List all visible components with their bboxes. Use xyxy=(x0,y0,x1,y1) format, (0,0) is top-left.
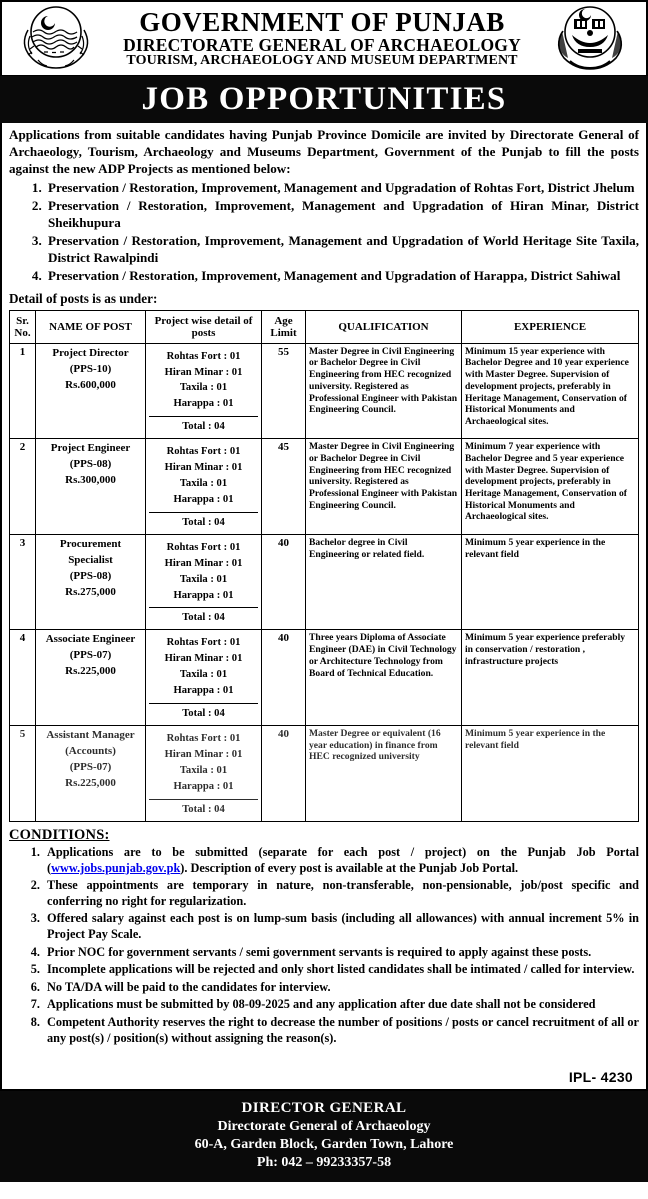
project-count: Rohtas Fort : 01 xyxy=(166,541,241,553)
header-experience: EXPERIENCE xyxy=(462,310,639,343)
project-item: 3. Preservation / Restoration, Improvement, Management and Upgradation of World Heritage Site Taxila, District Rawalpindi xyxy=(45,232,639,266)
table-row xyxy=(10,343,639,439)
cell-sr-no: 4 xyxy=(10,630,36,726)
conditions-title: CONDITIONS: xyxy=(9,826,110,843)
punjab-government-emblem-icon xyxy=(8,2,104,75)
cell-project-detail xyxy=(146,534,262,630)
project-count: Hiran Minar : 01 xyxy=(164,462,243,474)
cell-experience: Minimum 5 year experience preferably in conservation / restoration , infrastructure projects xyxy=(462,630,639,726)
cell-qualification: Master Degree in Civil Engineering or Bachelor Degree in Civil Engineering from HEC recognized university. Registered as Professional Engineer with Pakistan Engineering Council. xyxy=(306,439,462,535)
header-qualification: QUALIFICATION xyxy=(306,310,462,343)
org-title-directorate: DIRECTORATE GENERAL OF ARCHAEOLOGY xyxy=(123,35,521,56)
punjab-job-portal-link[interactable]: www.jobs.punjab.gov.pk xyxy=(51,860,181,875)
masthead xyxy=(0,0,648,76)
table-row xyxy=(10,630,639,726)
project-item: 4. Preservation / Restoration, Improvement, Management and Upgradation of Harappa, District Sahiwal xyxy=(45,267,639,284)
project-count: Harappa : 01 xyxy=(173,780,234,792)
condition-item: 5. Incomplete applications will be rejected and only short listed candidates shall be intimated / called for interview. xyxy=(43,962,639,978)
project-item: 1. Preservation / Restoration, Improvement, Management and Upgradation of Rohtas Fort, District Jhelum xyxy=(45,179,639,196)
project-count: Hiran Minar : 01 xyxy=(164,557,243,569)
header-age-limit: Age Limit xyxy=(262,310,306,343)
cell-project-detail xyxy=(146,725,262,821)
content-box xyxy=(0,123,648,1091)
condition-item: 8. Competent Authority reserves the right to decrease the number of positions / posts or cancel recruitment of all or any post(s) / position(s) without assigning the reason(s). xyxy=(43,1015,639,1047)
table-row xyxy=(10,725,639,821)
cell-qualification: Bachelor degree in Civil Engineering or related field. xyxy=(306,534,462,630)
org-title-government: GOVERNMENT OF PUNJAB xyxy=(139,7,505,38)
cell-project-detail xyxy=(146,343,262,439)
cell-age-limit: 40 xyxy=(262,534,306,630)
cell-sr-no: 5 xyxy=(10,725,36,821)
condition-item: 7. Applications must be submitted by 08-09-2025 and any application after due date shall not be considered xyxy=(43,997,639,1013)
project-count: Hiran Minar : 01 xyxy=(164,748,243,760)
conditions-list xyxy=(9,845,639,1047)
table-header-row xyxy=(10,310,639,343)
header-sr-no: Sr. No. xyxy=(10,310,36,343)
cell-post-name: Assistant Manager (Accounts) (PPS-07) Rs.225,000 xyxy=(36,725,146,821)
footer-address: 60-A, Garden Block, Garden Town, Lahore xyxy=(194,1136,454,1152)
header-project-wise-detail: Project wise detail of posts xyxy=(146,310,262,343)
reference-number: IPL- 4230 xyxy=(568,1068,633,1085)
cell-post-name: Project Director (PPS-10) Rs.600,000 xyxy=(36,343,146,439)
project-count: Harappa : 01 xyxy=(173,493,234,505)
cell-experience: Minimum 5 year experience in the relevant field xyxy=(462,534,639,630)
footer-designation: DIRECTOR GENERAL xyxy=(241,1099,407,1116)
project-count: Taxila : 01 xyxy=(179,764,228,776)
cell-age-limit: 40 xyxy=(262,725,306,821)
project-count: Harappa : 01 xyxy=(173,685,234,697)
project-count: Taxila : 01 xyxy=(179,573,228,585)
cell-qualification: Three years Diploma of Associate Engineer (DAE) in Civil Technology or Architecture Technology from Board of Technical Education. xyxy=(306,630,462,726)
cell-age-limit: 40 xyxy=(262,630,306,726)
condition-item: 4. Prior NOC for government servants / semi government servants is required to apply against these posts. xyxy=(43,945,639,961)
project-count: Taxila : 01 xyxy=(179,382,228,394)
cell-experience: Minimum 5 year experience in the relevant field xyxy=(462,725,639,821)
project-count: Hiran Minar : 01 xyxy=(164,366,243,378)
project-count: Taxila : 01 xyxy=(179,669,228,681)
project-count: Rohtas Fort : 01 xyxy=(166,350,241,362)
cell-post-name: Associate Engineer (PPS-07) Rs.225,000 xyxy=(36,630,146,726)
cell-sr-no: 1 xyxy=(10,343,36,439)
cell-sr-no: 2 xyxy=(10,439,36,535)
cell-age-limit: 55 xyxy=(262,343,306,439)
cell-project-detail xyxy=(146,630,262,726)
project-item: 2. Preservation / Restoration, Improvement, Management and Upgradation of Hiran Minar, District Sheikhupura xyxy=(45,197,639,231)
condition-item: 3. Offered salary against each post is on lump-sum basis (including all allowances) with annual increment 5% in Project Pay Scale. xyxy=(43,911,639,943)
project-total: Total : 04 xyxy=(182,421,225,433)
project-count: Harappa : 01 xyxy=(173,398,234,410)
project-total: Total : 04 xyxy=(182,707,225,719)
project-total: Total : 04 xyxy=(182,612,225,624)
project-total: Total : 04 xyxy=(182,803,225,815)
cell-post-name: Project Engineer (PPS-08) Rs.300,000 xyxy=(36,439,146,535)
condition-item: 2. These appointments are temporary in nature, non-transferable, non-pensionable, job/post specific and conferring no right for regularization. xyxy=(43,878,639,910)
posts-table xyxy=(9,310,639,822)
adp-projects-list xyxy=(9,179,639,285)
footer-phone: Ph: 042 – 99233357-58 xyxy=(256,1154,392,1170)
cell-project-detail xyxy=(146,439,262,535)
condition-text-before: Applications are to be submitted (separate for each post / project) on the Punjab Job Portal ( xyxy=(47,844,639,875)
cell-sr-no: 3 xyxy=(10,534,36,630)
condition-item: 6. No TA/DA will be paid to the candidates for interview. xyxy=(43,980,639,996)
project-count: Taxila : 01 xyxy=(179,478,228,490)
cell-experience: Minimum 15 year experience with Bachelor Degree and 10 year experience with Master Degree. Supervision of development projects, preferably in Heritage Management, Conservation of Historical Monuments and Archaeological sites. xyxy=(462,343,639,439)
job-opportunities-banner: JOB OPPORTUNITIES xyxy=(0,76,648,123)
project-count: Harappa : 01 xyxy=(173,589,234,601)
cell-age-limit: 45 xyxy=(262,439,306,535)
footer-office: Directorate General of Archaeology xyxy=(217,1119,431,1135)
table-row xyxy=(10,534,639,630)
project-count: Rohtas Fort : 01 xyxy=(166,446,241,458)
cell-experience: Minimum 7 year experience with Bachelor Degree and 5 year experience with Master Degree. Supervision of development projects, preferably in Heritage Management, Conservation of Historical Monuments and Archaeological sites. xyxy=(462,439,639,535)
condition-text-after: ). Description of every post is available at the Punjab Job Portal. xyxy=(180,860,519,875)
header-name-of-post: NAME OF POST xyxy=(36,310,146,343)
cell-qualification: Master Degree or equivalent (16 year education) in finance from HEC recognized university xyxy=(306,725,462,821)
archaeology-department-emblem-icon xyxy=(540,1,640,76)
cell-qualification: Master Degree in Civil Engineering or Bachelor Degree in Civil Engineering from HEC recognized university. Registered as Professional Engineer with Pakistan Engineering Council. xyxy=(306,343,462,439)
masthead-titles xyxy=(104,8,540,69)
project-count: Hiran Minar : 01 xyxy=(164,653,243,665)
intro-paragraph: Applications from suitable candidates having Punjab Province Domicile are invited by Directorate General of Archaeology, Tourism, Archaeology and Museums Department, Government of the Punjab to fill the posts against the new ADP Projects as mentioned below: xyxy=(9,127,639,176)
cell-post-name: Procurement Specialist (PPS-08) Rs.275,000 xyxy=(36,534,146,630)
project-total: Total : 04 xyxy=(182,516,225,528)
project-count: Rohtas Fort : 01 xyxy=(166,637,241,649)
detail-of-posts-label: Detail of posts is as under: xyxy=(9,290,158,306)
footer-contact-block xyxy=(0,1091,648,1182)
project-count: Rohtas Fort : 01 xyxy=(166,732,241,744)
condition-item-1 xyxy=(43,845,639,877)
table-row xyxy=(10,439,639,535)
org-title-department: TOURISM, ARCHAEOLOGY AND MUSEUM DEPARTMENT xyxy=(126,53,518,69)
